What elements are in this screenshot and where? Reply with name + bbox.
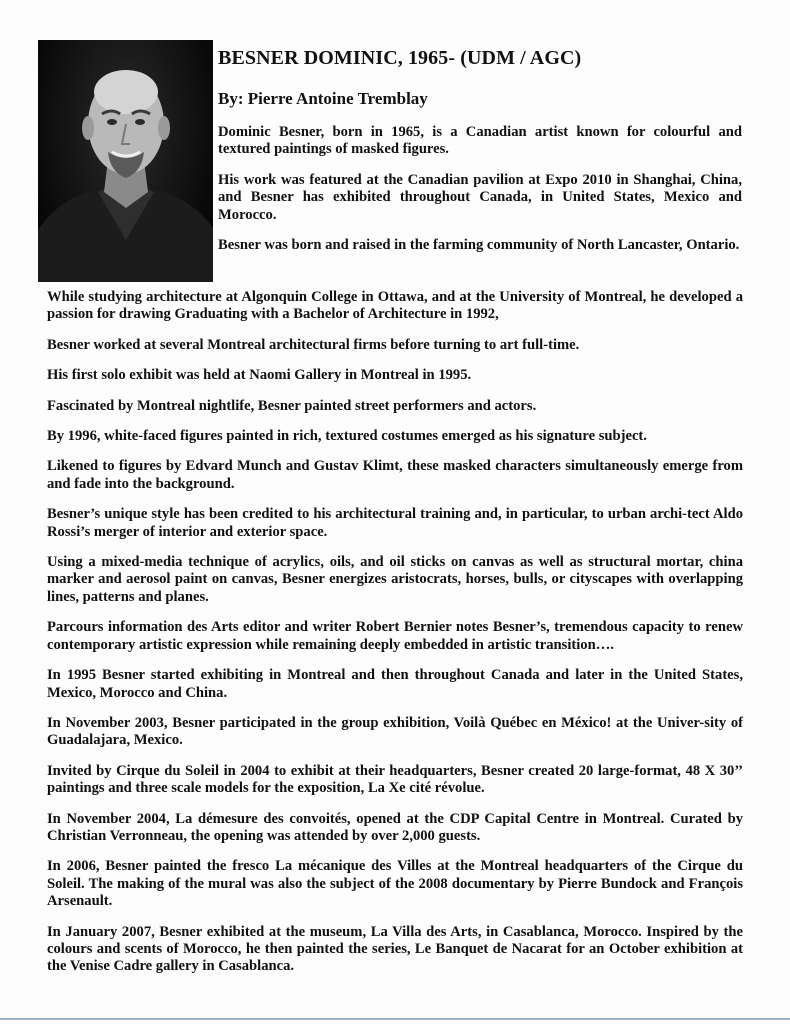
paragraph: Fascinated by Montreal nightlife, Besner painted street performers and actors. (47, 397, 537, 414)
portrait-illustration (38, 40, 213, 282)
scan-edge-line (0, 1018, 790, 1020)
paragraph: Besner worked at several Montreal architectural firms before turning to art full-time. (47, 336, 580, 353)
paragraph: In January 2007, Besner exhibited at the museum, La Villa des Arts, in Casablanca, Morocco. Inspired by the colours and scents of Morocco, he then painted the series, Le Banquet de Nacarat for an October exhibition at the Venise Cadre gallery in Casablanca. (47, 923, 743, 975)
paragraph: Invited by Cirque du Soleil in 2004 to exhibit at their headquarters, Besner created 20 large-format, 48 X 30’’ paintings and three scale models for the exposition, La Xe cité révolue. (47, 762, 743, 797)
paragraph: Besner’s unique style has been credited to his architectural training and, in particular, to urban archi-tect Aldo Rossi’s merger of interior and exterior space. (47, 506, 743, 540)
author-byline: By: Pierre Antoine Tremblay (218, 89, 428, 108)
paragraph: In November 2004, La démesure des convoités, opened at the CDP Capital Centre in Montreal. Curated by Christian Verronneau, the opening was attended by over 2,000 guests. (47, 810, 743, 844)
paragraph: Besner was born and raised in the farming community of North Lancaster, Ontario. (218, 237, 740, 254)
paragraph: Dominic Besner, born in 1965, is a Canadian artist known for colourful and textured paintings of masked figures. (218, 124, 742, 158)
paragraph: By 1996, white-faced figures painted in rich, textured costumes emerged as his signature subject. (47, 428, 647, 445)
paragraph: His work was featured at the Canadian pavilion at Expo 2010 in Shanghai, China, and Besner has exhibited throughout Canada, in United States, Mexico and Morocco. (218, 171, 742, 223)
paragraph: While studying architecture at Algonquin College in Ottawa, and at the University of Montreal, he developed a passion for drawing Graduating with a Bachelor of Architecture in 1992, (47, 289, 743, 323)
paragraph: In 2006, Besner painted the fresco La mécanique des Villes at the Montreal headquarters of the Cirque du Soleil. The making of the mural was also the subject of the 2008 documentary by Pierre Bundock and François Arsenault. (47, 858, 743, 910)
paragraph: In November 2003, Besner participated in the group exhibition, Voilà Québec en México! at the Univer-sity of Guadalajara, Mexico. (47, 714, 743, 749)
paragraph: His first solo exhibit was held at Naomi Gallery in Montreal in 1995. (47, 367, 472, 384)
intro-text-block (218, 124, 742, 267)
body-text-block (47, 289, 743, 989)
paragraph: Likened to figures by Edvard Munch and Gustav Klimt, these masked characters simultaneously emerge from and fade into the background. (47, 458, 743, 492)
document-title: BESNER DOMINIC, 1965- (UDM / AGC) (218, 47, 582, 69)
paragraph: Parcours information des Arts editor and writer Robert Bernier notes Besner’s, tremendous capacity to renew contemporary artistic expression while remaining deeply embedded in artistic transition…. (47, 619, 743, 653)
portrait-photo (38, 40, 213, 282)
paragraph: Using a mixed-media technique of acrylics, oils, and oil sticks on canvas as well as structural mortar, china marker and aerosol paint on canvas, Besner energizes aristocrats, horses, bulls, or cityscapes with overlapping lines, patterns and planes. (47, 554, 743, 605)
paragraph: In 1995 Besner started exhibiting in Montreal and then throughout Canada and later in the United States, Mexico, Morocco and China. (47, 667, 743, 701)
